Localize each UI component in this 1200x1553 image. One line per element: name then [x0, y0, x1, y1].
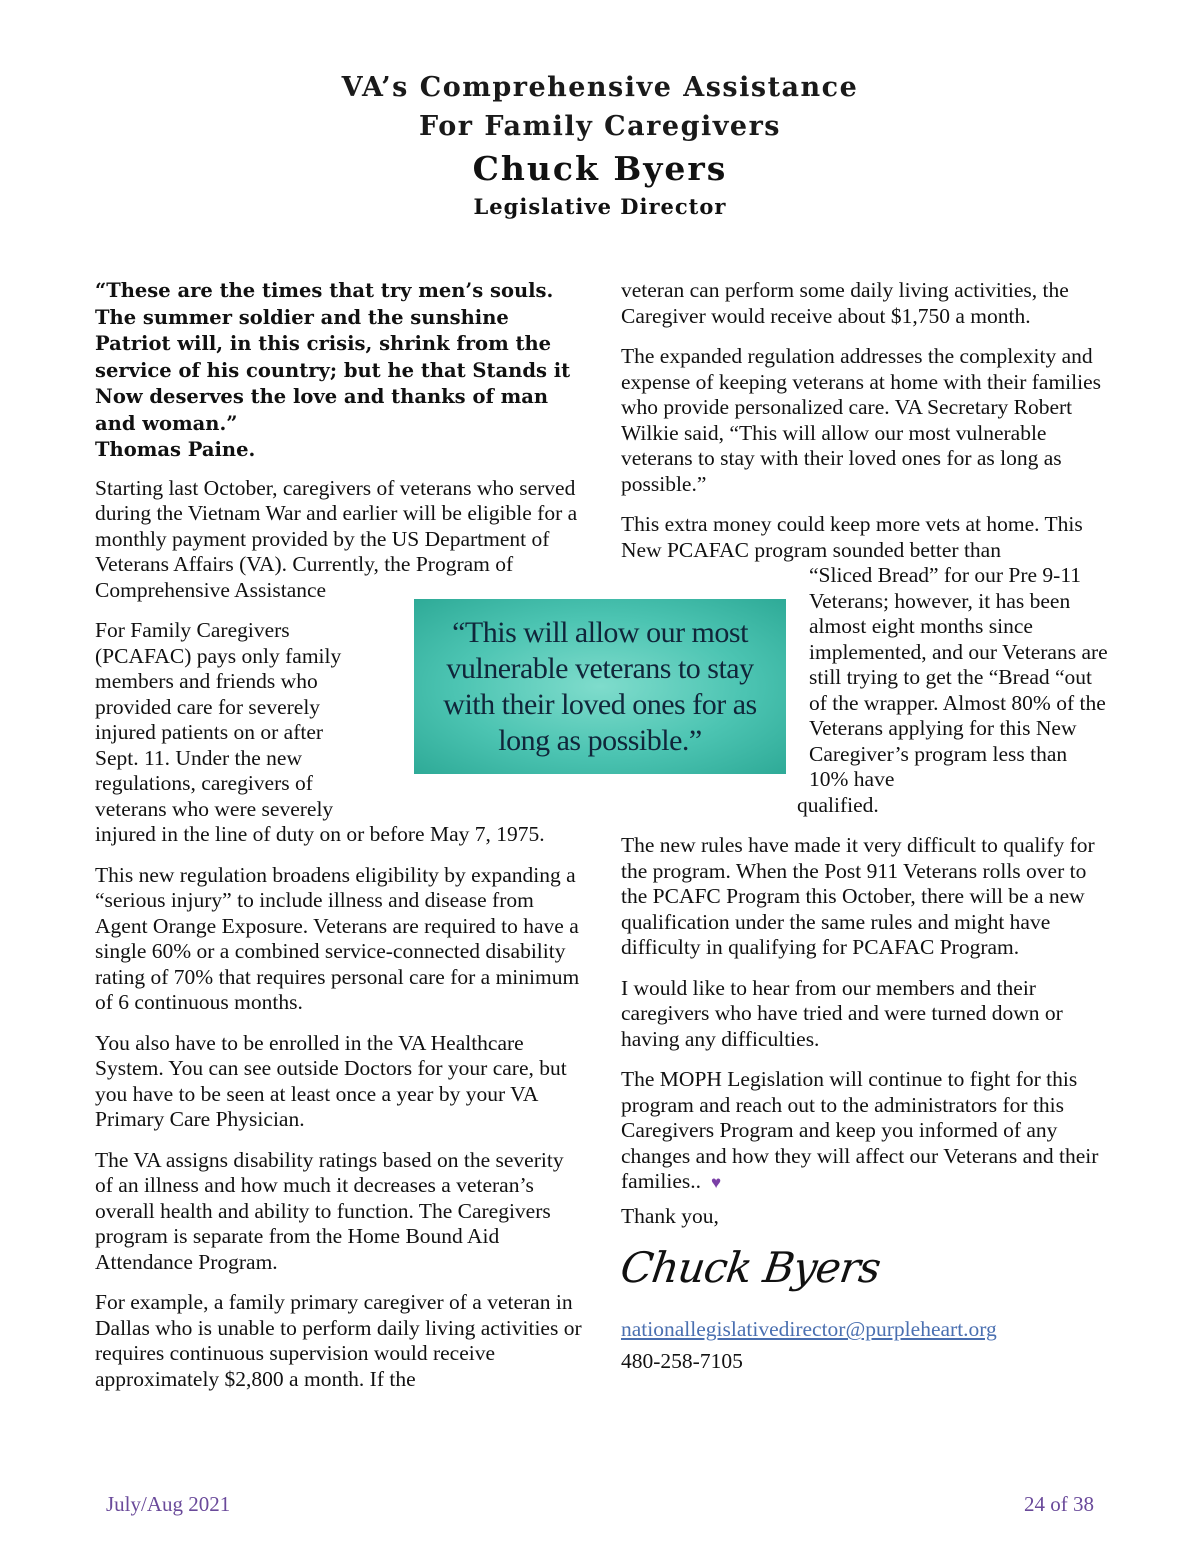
- left-paragraph-6: For example, a family primary caregiver of a veteran in Dallas who is unable to perform daily living activities or requires continuous supervision would receive approximately $2,800 a month. If the: [95, 1290, 582, 1391]
- right-paragraph-6-text: The MOPH Legislation will continue to fight for this program and reach out to the administrators for this Caregivers Program and keep you informed of any changes and how they will affect our Veterans and their families..: [621, 1067, 1099, 1193]
- left-paragraph-1: Starting last October, caregivers of veterans who served during the Vietnam War and earlier will be eligible for a monthly payment provided by the US Department of Veterans Affairs (VA). Currently, the Program of Comprehensive Assistance: [95, 475, 578, 602]
- footer-page-number: 24 of 38: [1024, 1492, 1094, 1516]
- right-column: [617, 278, 1111, 1380]
- left-paragraph-4: You also have to be enrolled in the VA Healthcare System. You can see outside Doctors for your care, but you have to be seen at least once a year by your VA Primary Care Physician.: [95, 1030, 567, 1131]
- right-paragraph-3-end: qualified.: [797, 792, 879, 817]
- right-paragraph-6: [621, 1067, 1111, 1196]
- opening-quote: [95, 278, 585, 464]
- author-role: Legislative Director: [473, 194, 727, 219]
- phone-number: 480-258-7105: [621, 1348, 743, 1373]
- left-wrap-text: For Family Caregivers (PCAFAC) pays only family members and friends who provided care for severely injured patients on or after Sept. 11. Under the new regulations, caregivers of veterans who were severely: [95, 618, 342, 821]
- footer-date: July/Aug 2021: [106, 1492, 231, 1516]
- left-column: [95, 278, 585, 1407]
- thanks-line: Thank you,: [621, 1203, 719, 1228]
- pull-quote-text: “This will allow our most vulnerable veterans to stay with their loved ones for as long as possible.”: [443, 615, 757, 757]
- right-paragraph-2: The expanded regulation addresses the complexity and expense of keeping veterans at home with their families who provide personalized care. VA Secretary Robert Wilkie said, “This will allow our most vulnerable veterans to stay with their loved ones for as long as possible.”: [621, 344, 1102, 496]
- email-link[interactable]: nationallegislativedirector@purpleheart.org: [621, 1317, 997, 1342]
- right-paragraph-4: The new rules have made it very difficult to qualify for the program. When the Post 911 Veterans rolls over to the PCAFC Program this October, there will be a new qualification under the same rules and might have difficulty in qualifying for PCAFAC Program.: [621, 833, 1095, 959]
- signature: Chuck Byers: [617, 1243, 884, 1293]
- right-paragraph-1: veteran can perform some daily living activities, the Caregiver would receive about $1,750 a month.: [621, 278, 1069, 328]
- purple-heart-icon: ♥: [711, 1173, 722, 1193]
- article-title-line1: VA’s Comprehensive Assistance: [341, 72, 859, 103]
- quote-attribution: Thomas Paine.: [95, 438, 256, 461]
- article-header: [0, 68, 1200, 222]
- article-title-line2: For Family Caregivers: [419, 111, 781, 142]
- right-paragraph-3-wrapped: “Sliced Bread” for our Pre 9-11 Veterans; however, it has been almost eight months since implemented, and our Veterans are still trying to get the “Bread “out of the wrapper. Almost 80% of the Veterans applying for this New Caregiver’s program less than 10% have: [809, 563, 1108, 791]
- contact-block: [621, 1317, 1111, 1374]
- left-paragraph-2-end: injured in the line of duty on or before May 7, 1975.: [95, 822, 545, 846]
- right-paragraph-3-start: This extra money could keep more vets at home. This New PCAFAC program sounded better than: [621, 512, 1083, 562]
- left-paragraph-3: This new regulation broadens eligibility by expanding a “serious injury” to include illness and disease from Agent Orange Exposure. Veterans are required to have a single 60% or a combined service-connected disability rating of 70% that requires personal care for a minimum of 6 continuous months.: [95, 862, 580, 1014]
- left-paragraph-5: The VA assigns disability ratings based on the severity of an illness and how much it decreases a veteran’s overall health and ability to function. The Caregivers program is separate from the Home Bound Aid Attendance Program.: [95, 1147, 564, 1274]
- quote-text: “These are the times that try men’s souls. The summer soldier and the sunshine Patriot will, in this crisis, shrink from the service of his country; but he that Stands it Now deserves the love and thanks of man and woman.”: [95, 279, 571, 435]
- author-name: Chuck Byers: [472, 149, 728, 188]
- right-paragraph-5: I would like to hear from our members and their caregivers who have tried and were turned down or having any difficulties.: [621, 975, 1063, 1051]
